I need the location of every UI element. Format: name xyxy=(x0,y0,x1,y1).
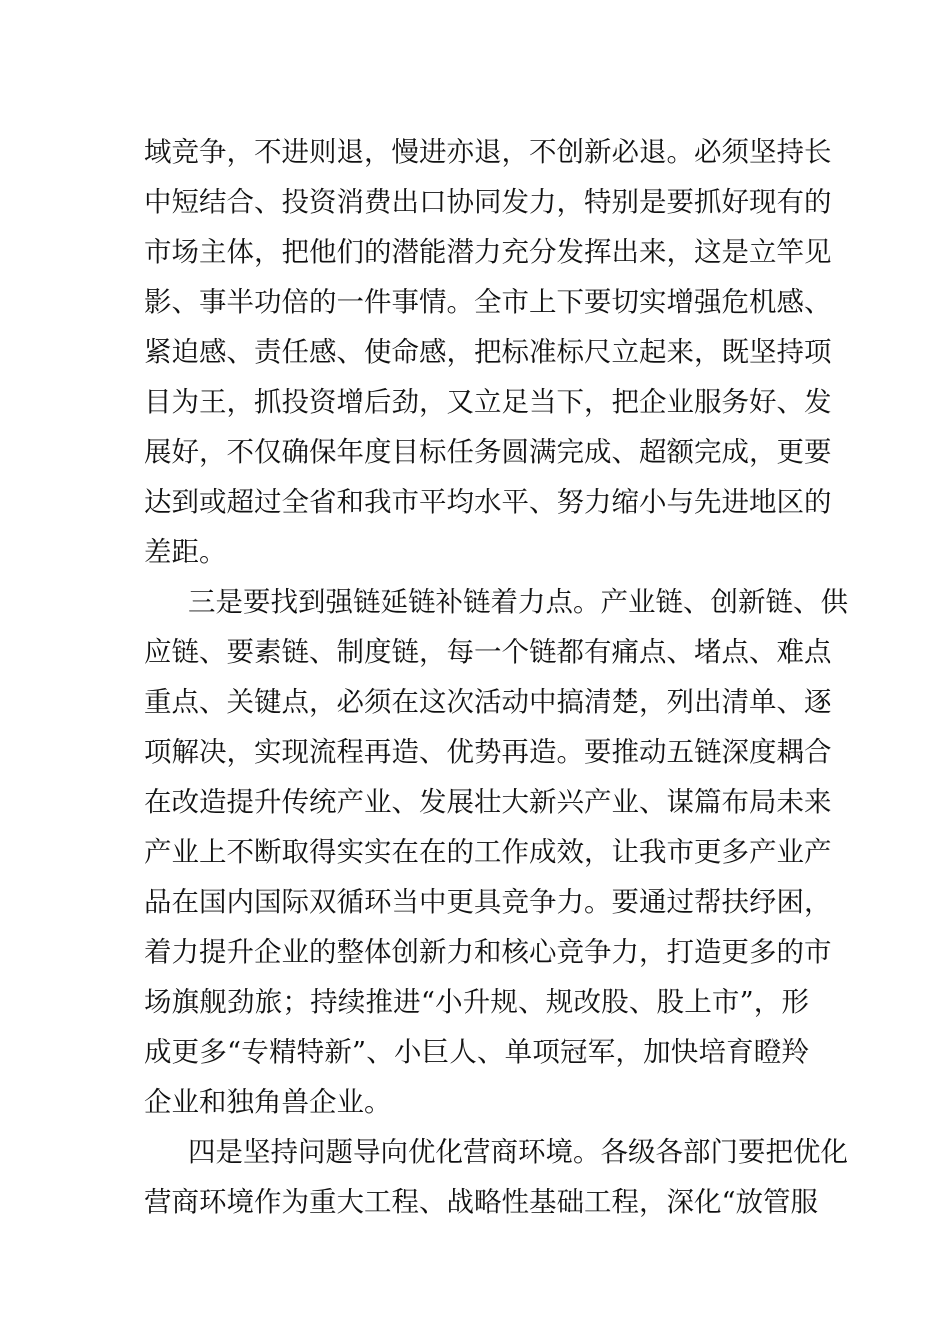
text-line: 影、事半功倍的一件事情。全市上下要切实增强危机感、 xyxy=(144,286,832,318)
text-line: 达到或超过全省和我市平均水平、努力缩小与先进地区的 xyxy=(144,486,832,518)
text-line: 企业和独角兽企业。 xyxy=(144,1086,392,1118)
paragraph-business-environment xyxy=(144,1127,848,1227)
text-line: 项解决，实现流程再造、优势再造。要推动五链深度耦合 xyxy=(144,736,832,768)
text-line: 紧迫感、责任感、使命感，把标准标尺立起来，既坚持项 xyxy=(144,336,832,368)
text-line: 目为王，抓投资增后劲，又立足当下，把企业服务好、发 xyxy=(144,386,832,418)
text-line: 差距。 xyxy=(144,536,227,568)
text-line: 重点、关键点，必须在这次活动中搞清楚，列出清单、逐 xyxy=(144,686,832,718)
text-line: 品在国内国际双循环当中更具竞争力。要通过帮扶纾困， xyxy=(144,886,832,918)
text-line: 四是坚持问题导向优化营商环境。各级各部门要把优化 xyxy=(188,1136,848,1168)
text-line: 中短结合、投资消费出口协同发力，特别是要抓好现有的 xyxy=(144,186,832,218)
text-line: 场旗舰劲旅；持续推进“小升规、规改股、股上市”，形 xyxy=(144,986,809,1018)
text-line: 营商环境作为重大工程、战略性基础工程，深化“放管服 xyxy=(144,1186,819,1218)
text-line: 着力提升企业的整体创新力和核心竞争力，打造更多的市 xyxy=(144,936,832,968)
text-line: 产业上不断取得实实在在的工作成效，让我市更多产业产 xyxy=(144,836,832,868)
text-line: 成更多“专精特新”、小巨人、单项冠军，加快培育瞪羚 xyxy=(144,1036,809,1068)
paragraph-market-competition xyxy=(144,127,832,577)
document-body xyxy=(144,127,848,1227)
text-line: 三是要找到强链延链补链着力点。产业链、创新链、供 xyxy=(188,586,848,618)
text-line: 域竞争，不进则退，慢进亦退，不创新必退。必须坚持长 xyxy=(144,136,832,168)
paragraph-strengthen-chains xyxy=(144,577,848,1127)
text-line: 市场主体，把他们的潜能潜力充分发挥出来，这是立竿见 xyxy=(144,236,832,268)
text-line: 应链、要素链、制度链，每一个链都有痛点、堵点、难点 xyxy=(144,636,832,668)
text-line: 展好，不仅确保年度目标任务圆满完成、超额完成，更要 xyxy=(144,436,832,468)
text-line: 在改造提升传统产业、发展壮大新兴产业、谋篇布局未来 xyxy=(144,786,832,818)
